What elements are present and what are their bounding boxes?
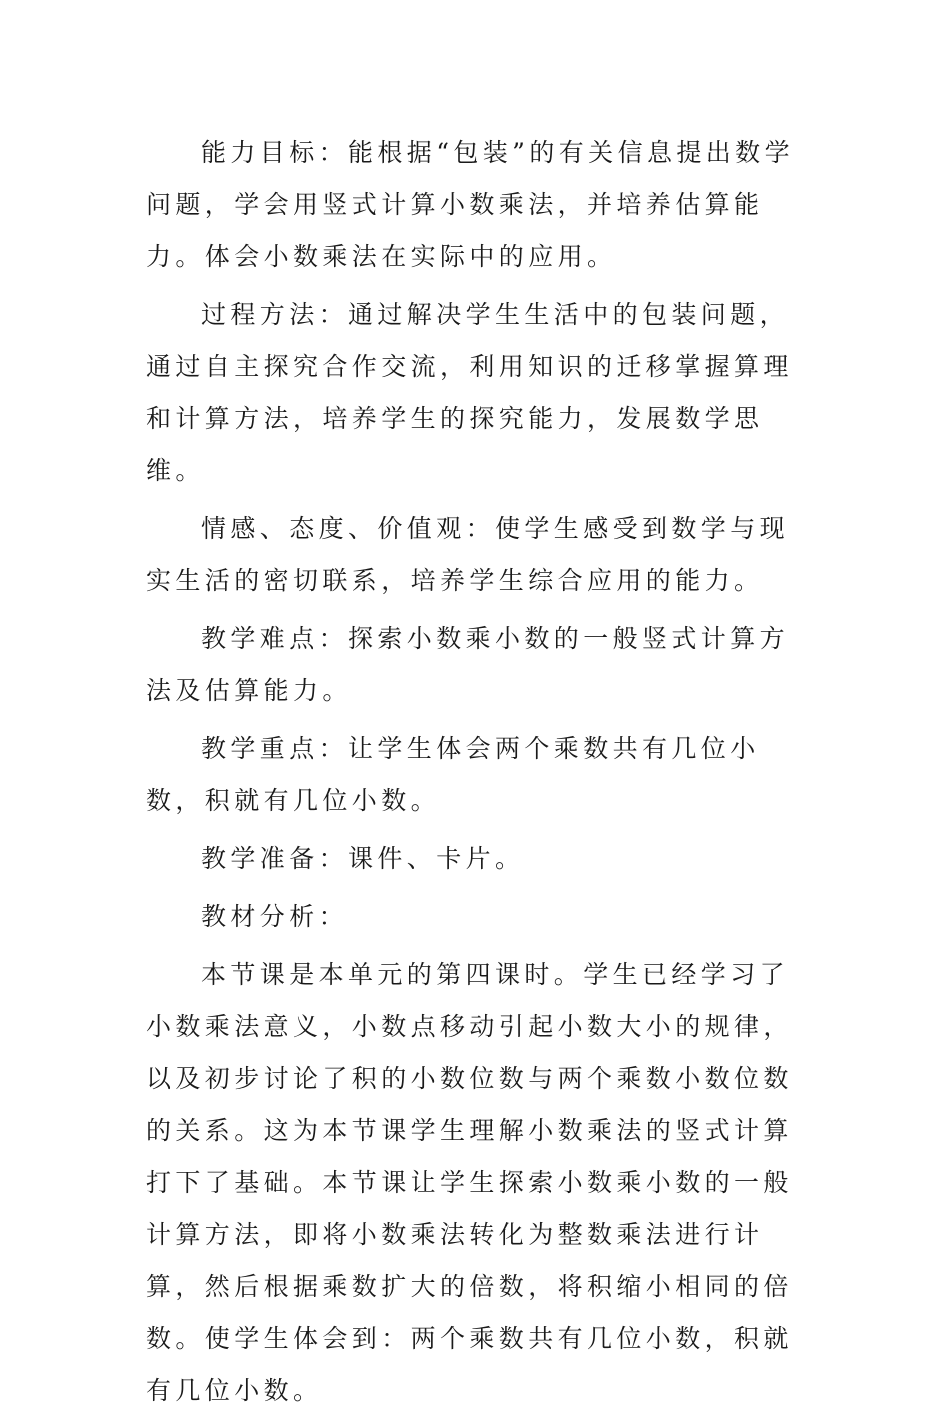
paragraph-material-analysis-heading: 教材分析：	[201, 902, 349, 931]
paragraph-material-analysis-body: 本节课是本单元的第四课时。学生已经学习了小数乘法意义，小数点移动引起小数大小的规律，以及初步讨论了积的小数位数与两个乘数小数位数的关系。这为本节课学生理解小数乘法的竖式计算打下了基础。本节课让学生探索小数乘小数的一般计算方法，即将小数乘法转化为整数乘法进行计算，然后根据乘数扩大的倍数，将积缩小相同的倍数。使学生体会到：两个乘数共有几位小数，积就有几位小数。	[146, 960, 793, 1405]
paragraph-teaching-difficulty: 教学难点：探索小数乘小数的一般竖式计算方法及估算能力。	[146, 624, 790, 705]
document-body	[146, 127, 810, 1417]
paragraph-teaching-focus: 教学重点：让学生体会两个乘数共有几位小数，积就有几位小数。	[146, 734, 760, 815]
paragraph-ability-goal: 能力目标：能根据“包装”的有关信息提出数学问题，学会用竖式计算小数乘法，并培养估算能力。体会小数乘法在实际中的应用。	[146, 138, 794, 271]
paragraph-teaching-preparation: 教学准备：课件、卡片。	[201, 844, 525, 873]
paragraph-process-method: 过程方法：通过解决学生生活中的包装问题，通过自主探究合作交流，利用知识的迁移掌握算理和计算方法，培养学生的探究能力，发展数学思维。	[146, 300, 793, 485]
paragraph-emotion-attitude: 情感、态度、价值观：使学生感受到数学与现实生活的密切联系，培养学生综合应用的能力。	[146, 514, 790, 595]
